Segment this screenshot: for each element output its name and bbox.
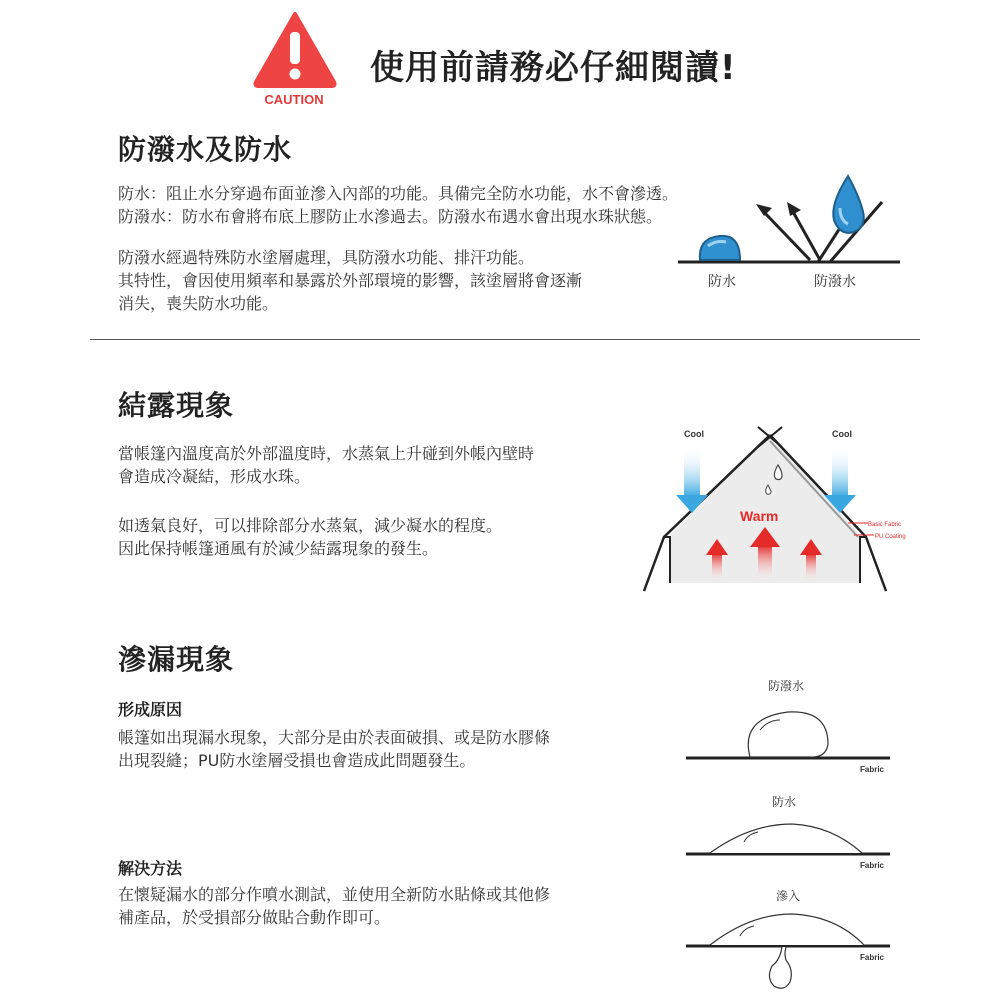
spread-drop-icon [710,824,862,853]
text-line: 因此保持帳篷通風有於減少結露現象的發生。 [118,539,439,558]
label-water-repellent: 防潑水 [814,273,856,289]
page-title: 使用前請務必仔細閱讀! [370,48,737,88]
divider [90,339,920,340]
solution-text [118,883,550,929]
label-waterproof: 防水 [708,273,736,289]
text-line: 補產品，於受損部分做貼合動作即可。 [118,908,391,927]
condensation-title: 結露現象 [118,389,235,422]
leakage-title: 滲漏現象 [118,643,235,676]
pu-coating-label: PU Coating [875,534,906,540]
text-line: 在懷疑漏水的部分作噴水測試，並使用全新防水貼條或其他修 [118,885,551,904]
text-line: 出現裂縫；PU防水塗層受損也會造成此問題發生。 [118,751,476,770]
cause-title: 形成原因 [118,700,183,719]
text-line: 防潑水：防水布會將布底上膠防止水滲過去。防潑水布遇水會出現水珠狀態。 [118,207,663,226]
cool-left-label: Cool [684,429,704,439]
waterproof-coating-text [118,246,582,315]
text-line: 帳篷如出現漏水現象，大部分是由於表面破損、或是防水膠條 [118,728,551,747]
text-line: 防潑水經過特殊防水塗層處理，具防潑水功能、排汗功能。 [118,248,535,267]
text-line: 如透氣良好，可以排除部分水蒸氣，減少凝水的程度。 [118,516,503,535]
waterproof-title: 防潑水及防水 [118,133,293,166]
leakage-diagrams [680,674,900,996]
diagram-label: 滲入 [776,889,801,903]
bead-drop-icon [748,712,828,757]
waterproof-diagram [670,170,910,300]
warm-label: Warm [740,508,779,524]
text-line: 會造成冷凝結，形成水珠。 [118,467,311,486]
text-line: 消失，喪失防水功能。 [118,294,279,313]
basic-fabric-label: Basic Fabric [868,522,902,528]
condensation-diagram [640,425,910,595]
diagram-label: 防水 [772,795,797,809]
text-line: 防水：阻止水分穿過布面並滲入內部的功能。具備完全防水功能，水不會滲透。 [118,184,679,203]
text-line: 其特性，會因使用頻率和暴露於外部環境的影響，該塗層將會逐漸 [118,271,583,290]
condensation-text [118,442,534,488]
cool-right-label: Cool [832,429,852,439]
fabric-label: Fabric [860,953,885,962]
text-line: 當帳篷內溫度高於外部溫度時，水蒸氣上升碰到外帳內壁時 [118,444,535,463]
condensation-ventilation-text [118,514,502,560]
seeping-drop-icon [769,947,791,988]
water-drop-icon [833,176,864,233]
solution-title: 解決方法 [118,859,183,878]
caution-label: CAUTION [264,92,324,107]
cause-text [118,726,550,772]
diagram-label: 防潑水 [768,679,805,693]
waterproof-definition [118,182,678,228]
caution-icon [252,10,338,90]
fabric-label: Fabric [860,765,885,774]
fabric-label: Fabric [860,861,885,870]
water-bead-icon [700,236,740,260]
